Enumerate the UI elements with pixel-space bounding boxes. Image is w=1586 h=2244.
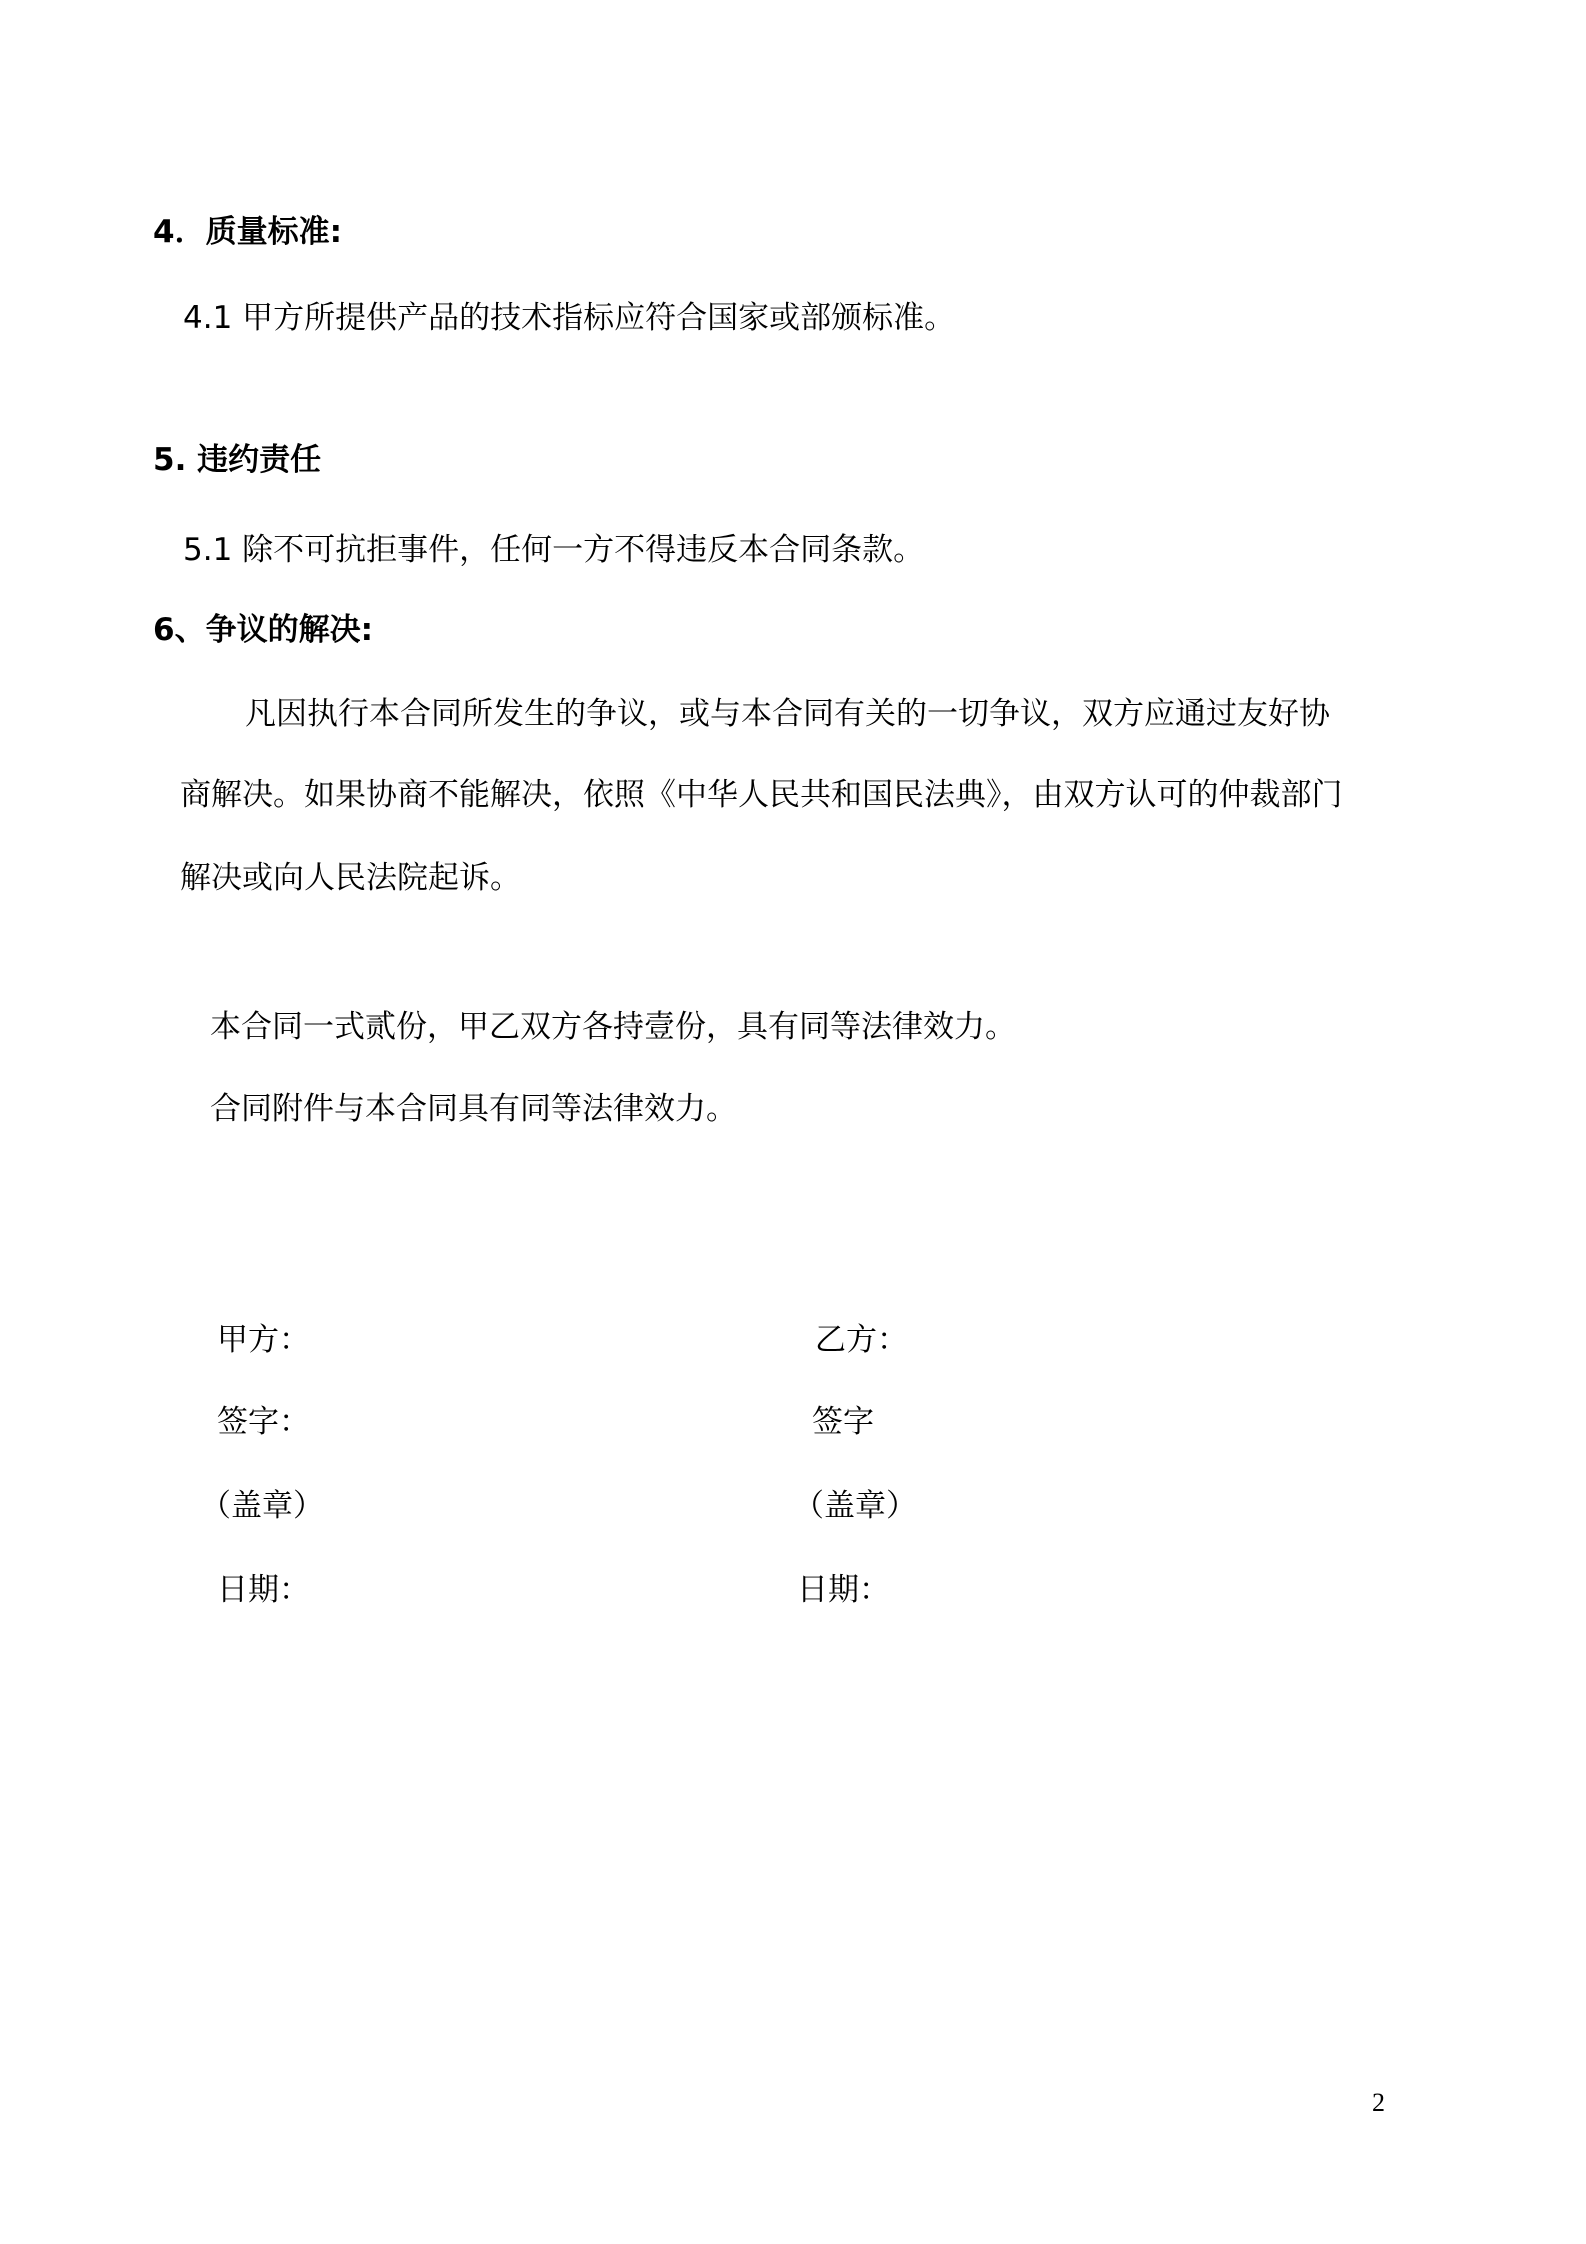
clause-4-1: 4.1 甲方所提供产品的技术指标应符合国家或部颁标准。 — [183, 300, 956, 336]
page-number: 2 — [1372, 2088, 1385, 2117]
party-a-seal: （盖章） — [200, 1488, 324, 1524]
closing-line-2: 合同附件与本合同具有同等法律效力。 — [210, 1091, 737, 1127]
section-5-heading: 5. 违约责任 — [153, 442, 322, 478]
party-a-sign: 签字： — [217, 1404, 310, 1440]
party-b-label: 乙方： — [815, 1322, 908, 1358]
dispute-paragraph-line-1: 凡因执行本合同所发生的争议，或与本合同有关的一切争议，双方应通过友好协 — [245, 696, 1330, 732]
dispute-paragraph-line-3: 解决或向人民法院起诉。 — [180, 860, 521, 896]
section-4-heading: 4．质量标准: — [153, 214, 342, 250]
party-b-seal: （盖章） — [793, 1488, 917, 1524]
dispute-paragraph-line-2: 商解决。如果协商不能解决，依照《中华人民共和国民法典》，由双方认可的仲裁部门 — [180, 777, 1343, 813]
party-b-sign: 签字 — [812, 1404, 874, 1440]
section-6-heading: 6、争议的解决: — [153, 612, 373, 648]
party-b-date: 日期： — [797, 1572, 890, 1608]
closing-line-1: 本合同一式贰份，甲乙双方各持壹份，具有同等法律效力。 — [210, 1009, 1016, 1045]
party-a-date: 日期： — [217, 1572, 310, 1608]
clause-5-1: 5.1 除不可抗拒事件，任何一方不得违反本合同条款。 — [183, 532, 925, 568]
party-a-label: 甲方： — [217, 1322, 310, 1358]
